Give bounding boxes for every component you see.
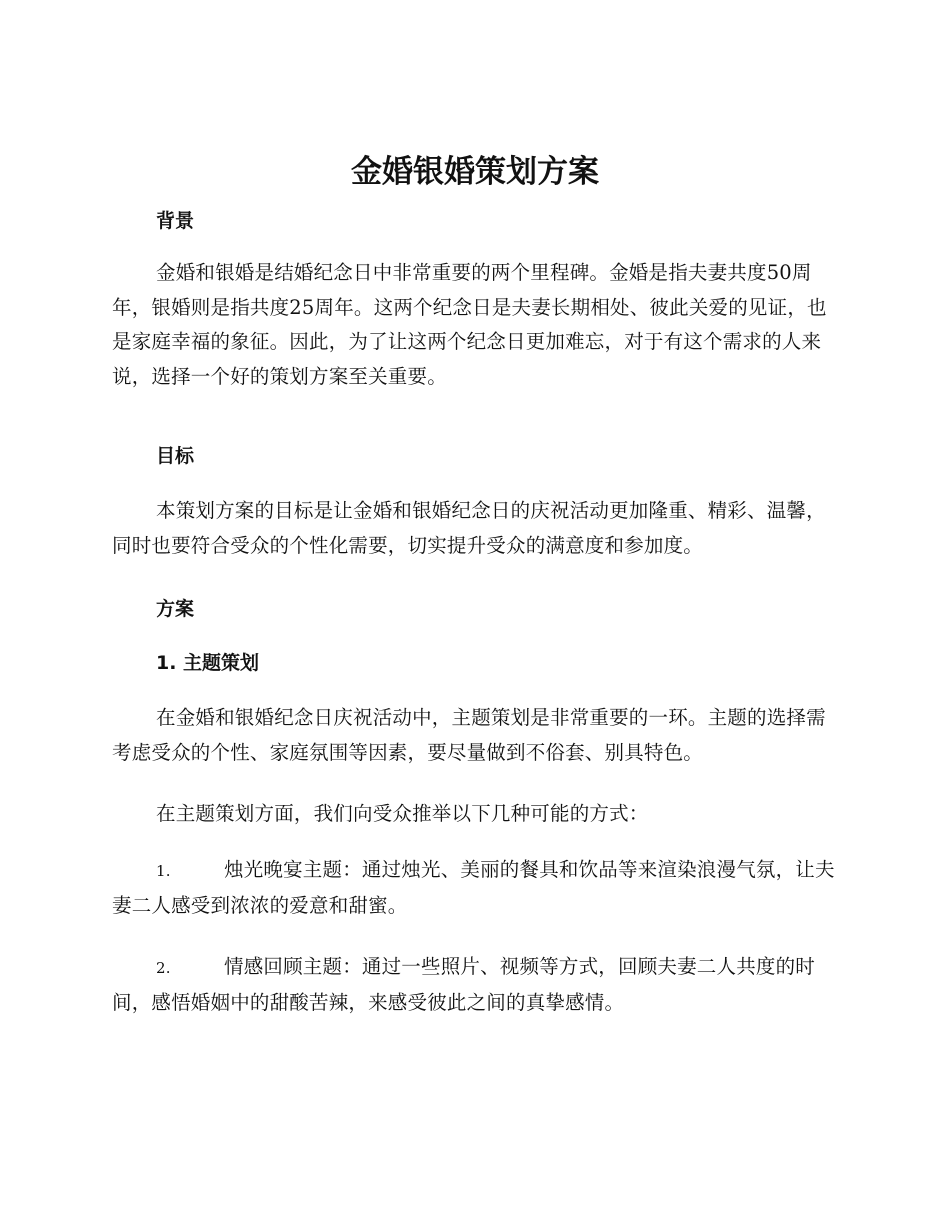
section-heading-background: 背景 [156, 210, 195, 232]
list-item-number: 1. [156, 862, 171, 880]
subheading-theme-planning: 1. 主题策划 [156, 652, 260, 674]
theme-planning-paragraph: 在金婚和银婚纪念日庆祝活动中，主题策划是非常重要的一环。主题的选择需考虑受众的个性、家庭氛围等因素，要尽量做到不俗套、别具特色。 [112, 706, 826, 764]
goal-paragraph: 本策划方案的目标是让金婚和银婚纪念日的庆祝活动更加隆重、精彩、温馨，同时也要符合受众的个性化需要，切实提升受众的满意度和参加度。 [112, 499, 826, 557]
background-paragraph: 金婚和银婚是结婚纪念日中非常重要的两个里程碑。金婚是指夫妻共度50周年，银婚则是指共度25周年。这两个纪念日是夫妻长期相处、彼此关爱的见证，也是家庭幸福的象征。因此，为了让这两个纪念日更加难忘，对于有这个需求的人来说，选择一个好的策划方案至关重要。 [112, 261, 827, 388]
theme-options-intro: 在主题策划方面，我们向受众推举以下几种可能的方式： [156, 802, 649, 825]
section-heading-goal: 目标 [156, 445, 195, 467]
list-item [112, 853, 840, 923]
document-title: 金婚银婚策划方案 [351, 154, 599, 190]
list-item-number: 2. [156, 959, 171, 977]
list-item-text: 情感回顾主题：通过一些照片、视频等方式，回顾夫妻二人共度的时间，感悟婚姻中的甜酸苦辣，来感受彼此之间的真挚感情。 [112, 955, 816, 1014]
list-item [112, 950, 840, 1020]
section-heading-plan: 方案 [156, 598, 195, 620]
list-item-text: 烛光晚宴主题：通过烛光、美丽的餐具和饮品等来渲染浪漫气氛，让夫妻二人感受到浓浓的爱意和甜蜜。 [112, 858, 835, 917]
